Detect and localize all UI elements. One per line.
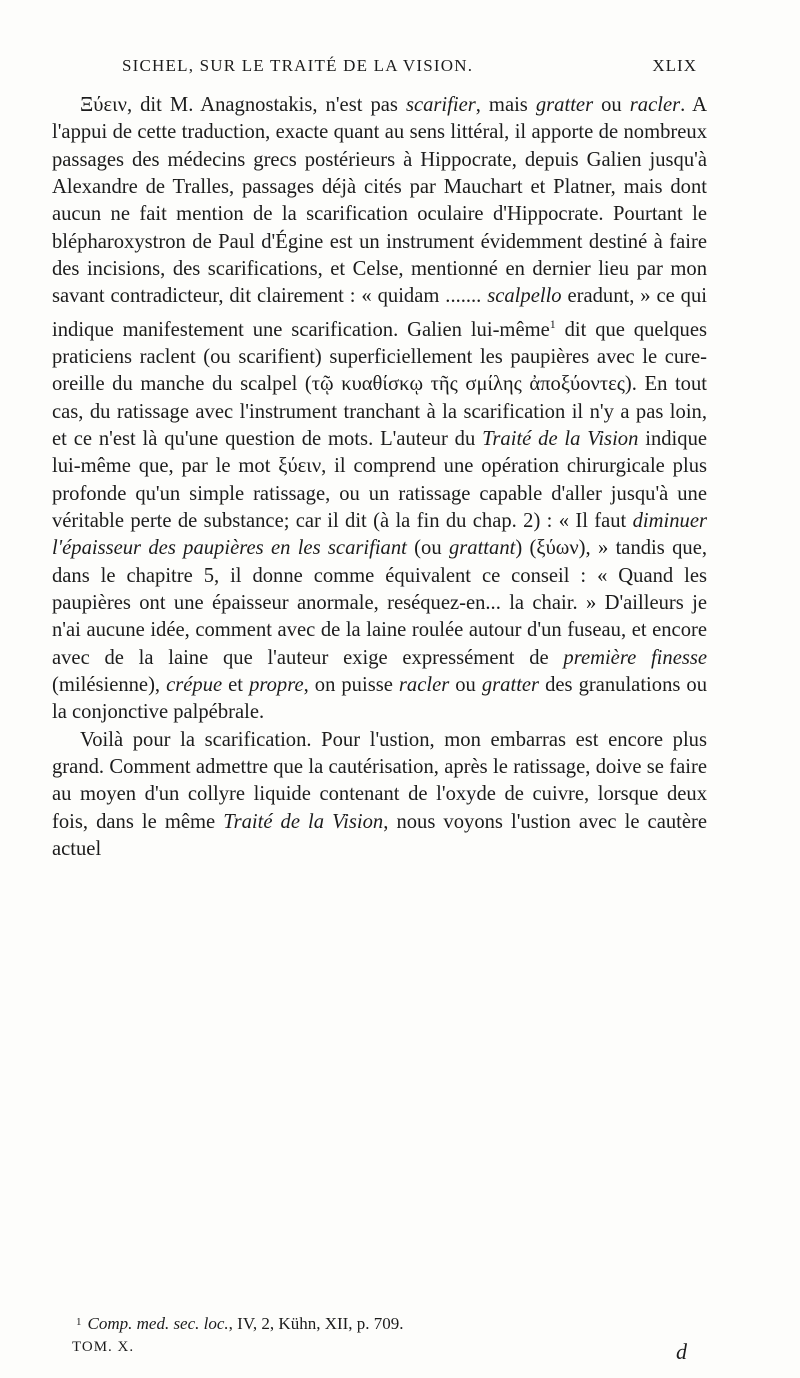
text-run: indique lui-même que, par le mot ξύειν, il comprend une opération chirurgicale plus profonde qu'un simple ratissage, ou un ratissage capable d'aller jusqu'à une véritable perte de substance; car il dit (à la fin du chap. 2) : « Il faut (52, 427, 708, 533)
italic-run: première finesse (563, 646, 708, 669)
volume-signature: TOM. X. (72, 1339, 135, 1355)
text-run: (ou (406, 537, 449, 560)
running-title: SICHEL, SUR LE TRAITÉ DE LA VISION. (122, 56, 474, 75)
paragraph-2 (52, 727, 707, 864)
text-run: , mais (475, 94, 536, 116)
body-text (52, 92, 707, 863)
text-run: Voilà pour la scarification. Pour l'ustion, mon embarras est encore plus grand. Comment admettre que la cautérisation, après le ratissage, doive se faire au moyen d'un collyre liquide contenant de l'oxyde de cuivre, lorsque deux fois, dans le même (52, 728, 707, 833)
italic-run: grattant (448, 537, 516, 560)
italic-run: diminuer l'épaisseur des paupières en les scarifiant (52, 510, 707, 560)
italic-run: gratter (481, 674, 540, 697)
footnote-source: Comp. med. sec. loc. (87, 1314, 229, 1333)
text-run: , nous voyons l'ustion avec le cautère actuel (52, 810, 707, 861)
footnote-ref[interactable]: 1 (549, 316, 556, 331)
text-run: dit que quelques praticiens raclent (ou scarifient) superficiellement les paupières avec le cure-oreille du manche du scalpel (τῷ κυαθίσκῳ τῆς σμίλης ἀποξύοντες). En tout cas, du ratissage avec l'instrument tranchant à la scarification il n'y a pas loin, et ce n'est là qu'une question de mots. L'auteur du (52, 318, 707, 450)
italic-run: scalpello (487, 285, 562, 308)
italic-run: Traité de la Vision (223, 810, 384, 833)
signature-row (72, 1339, 697, 1367)
text-run: ) (ξύων), » tandis que, dans le chapitre 5, il donne comme équivalent ce conseil : « Quand les paupières ont une épaisseur anormale, reséquez-en... la chair. » D'ailleurs je n'ai aucune idée, comment avec de la laine roulée autour d'un fuseau, et encore avec de la laine que l'auteur exige expressément de (52, 537, 707, 669)
text-run: eradunt, » ce qui indique manifestement une scarification. Galien lui-même (52, 285, 707, 341)
italic-run: scarifier (405, 94, 476, 116)
italic-run: propre (249, 674, 304, 697)
italic-run: Traité de la Vision (482, 427, 639, 450)
text-run: des granulations ou la conjonctive palpébrale. (52, 674, 707, 724)
footnote (52, 1313, 707, 1335)
paragraph-1 (52, 92, 707, 727)
italic-run: racler (629, 94, 681, 116)
italic-run: gratter (535, 94, 594, 116)
text-run: , on puisse (303, 674, 399, 697)
running-head (122, 56, 697, 82)
text-run: ou (593, 94, 630, 116)
footnote-mark: 1 (76, 1316, 82, 1328)
gathering-letter: d (676, 1339, 687, 1364)
text-run: ou (449, 674, 482, 697)
italic-run: racler (398, 674, 450, 697)
italic-run: crépue (166, 674, 223, 697)
text-run: . A l'appui de cette traduction, exacte quant au sens littéral, il apporte de nombreux passages des médecins grecs postérieurs à Hippocrate, depuis Galien jusqu'à Alexandre de Tralles, passages déjà cités par Mauchart et Platner, mais dont aucun ne fait mention de la scarification oculaire d'Hippocrate. Pourtant le blépharoxystron de Paul d'Égine est un instrument évidemment destiné à faire des incisions, des scarifications, et Celse, mentionné en dernier lieu par mon savant contradicteur, dit clairement : « quidam ....... (52, 94, 708, 308)
page-number: XLIX (652, 56, 697, 75)
text-run: et (222, 674, 250, 697)
text-run: (milésienne), (52, 674, 167, 697)
text-run: Ξύειν, dit M. Anagnostakis, n'est pas (80, 94, 406, 116)
footnote-text: , IV, 2, Kühn, XII, p. 709. (228, 1314, 404, 1333)
